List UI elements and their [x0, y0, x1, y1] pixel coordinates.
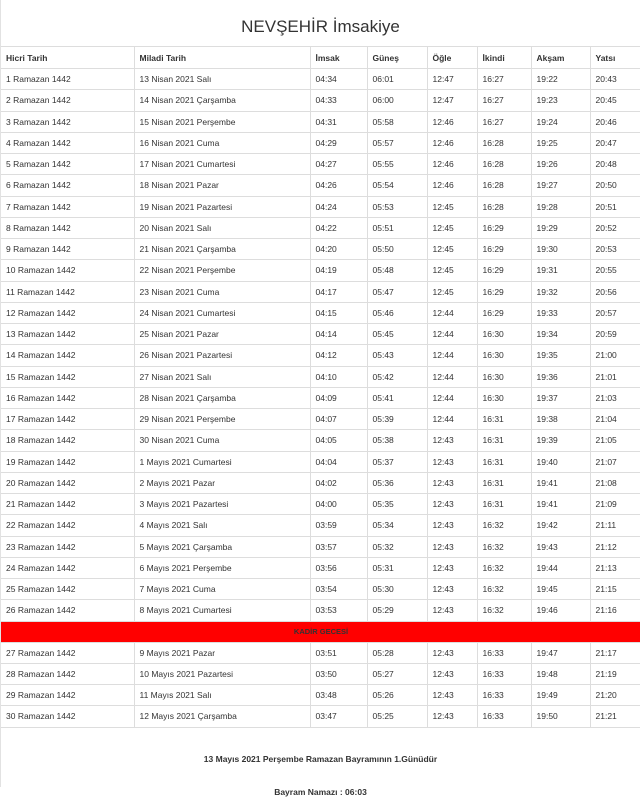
table-cell: 16:28 [477, 196, 531, 217]
table-cell: 20:46 [590, 111, 640, 132]
table-cell: 21:05 [590, 430, 640, 451]
table-cell: 04:04 [310, 451, 367, 472]
table-cell: 04:12 [310, 345, 367, 366]
table-cell: 03:57 [310, 536, 367, 557]
table-cell: 19:36 [531, 366, 590, 387]
table-cell: 04:02 [310, 472, 367, 493]
table-cell: 04:31 [310, 111, 367, 132]
table-cell: 14 Ramazan 1442 [1, 345, 134, 366]
table-cell: 03:48 [310, 685, 367, 706]
table-cell: 16:31 [477, 451, 531, 472]
column-header: İmsak [310, 47, 367, 69]
table-cell: 16:28 [477, 132, 531, 153]
table-cell: 16 Nisan 2021 Cuma [134, 132, 310, 153]
table-row [1, 217, 640, 238]
table-cell: 21:11 [590, 515, 640, 536]
table-cell: 19:48 [531, 663, 590, 684]
table-row [1, 409, 640, 430]
table-cell: 19:31 [531, 260, 590, 281]
column-header: Öğle [427, 47, 477, 69]
table-cell: 05:58 [367, 111, 427, 132]
table-cell: 05:32 [367, 536, 427, 557]
table-cell: 8 Ramazan 1442 [1, 217, 134, 238]
table-cell: 12:45 [427, 281, 477, 302]
table-cell: 05:36 [367, 472, 427, 493]
table-cell: 12:46 [427, 154, 477, 175]
table-row [1, 154, 640, 175]
table-row [1, 260, 640, 281]
table-cell: 12:45 [427, 217, 477, 238]
table-cell: 6 Ramazan 1442 [1, 175, 134, 196]
table-cell: 19:41 [531, 494, 590, 515]
table-cell: 21 Ramazan 1442 [1, 494, 134, 515]
table-row [1, 536, 640, 557]
table-cell: 19:44 [531, 557, 590, 578]
table-cell: 6 Mayıs 2021 Perşembe [134, 557, 310, 578]
table-cell: 21:13 [590, 557, 640, 578]
table-cell: 10 Mayıs 2021 Pazartesi [134, 663, 310, 684]
table-cell: 19:47 [531, 642, 590, 663]
table-cell: 19:39 [531, 430, 590, 451]
table-row [1, 111, 640, 132]
table-header-row [1, 47, 640, 69]
table-cell: 19:46 [531, 600, 590, 621]
column-header: Hicri Tarih [1, 47, 134, 69]
table-cell: 16:29 [477, 260, 531, 281]
table-cell: 20:55 [590, 260, 640, 281]
table-cell: 03:47 [310, 706, 367, 727]
table-cell: 1 Ramazan 1442 [1, 69, 134, 90]
table-cell: 19:29 [531, 217, 590, 238]
table-cell: 04:22 [310, 217, 367, 238]
table-cell: 16:29 [477, 302, 531, 323]
table-cell: 21:20 [590, 685, 640, 706]
table-cell: 16:30 [477, 345, 531, 366]
table-cell: 18 Ramazan 1442 [1, 430, 134, 451]
table-cell: 05:53 [367, 196, 427, 217]
table-cell: 11 Mayıs 2021 Salı [134, 685, 310, 706]
table-cell: 05:54 [367, 175, 427, 196]
table-cell: 12:43 [427, 430, 477, 451]
table-cell: 15 Nisan 2021 Perşembe [134, 111, 310, 132]
table-cell: 21:00 [590, 345, 640, 366]
table-cell: 20:45 [590, 90, 640, 111]
table-cell: 05:41 [367, 387, 427, 408]
table-cell: 1 Mayıs 2021 Cumartesi [134, 451, 310, 472]
table-cell: 22 Ramazan 1442 [1, 515, 134, 536]
table-cell: 27 Nisan 2021 Salı [134, 366, 310, 387]
table-cell: 16:30 [477, 324, 531, 345]
table-cell: 19:37 [531, 387, 590, 408]
table-cell: 12:43 [427, 642, 477, 663]
table-cell: 21:07 [590, 451, 640, 472]
table-row [1, 685, 640, 706]
table-cell: 12:43 [427, 579, 477, 600]
table-cell: 19:28 [531, 196, 590, 217]
table-cell: 20:53 [590, 239, 640, 260]
table-cell: 16:32 [477, 536, 531, 557]
table-row [1, 90, 640, 111]
table-row [1, 642, 640, 663]
table-cell: 2 Ramazan 1442 [1, 90, 134, 111]
table-cell: 06:01 [367, 69, 427, 90]
table-cell: 19:49 [531, 685, 590, 706]
table-cell: 20:43 [590, 69, 640, 90]
table-cell: 12:43 [427, 663, 477, 684]
table-cell: 20:47 [590, 132, 640, 153]
table-cell: 19:41 [531, 472, 590, 493]
table-cell: 04:33 [310, 90, 367, 111]
table-cell: 05:25 [367, 706, 427, 727]
table-cell: 04:10 [310, 366, 367, 387]
table-cell: 4 Ramazan 1442 [1, 132, 134, 153]
table-cell: 12:44 [427, 345, 477, 366]
table-cell: 12:43 [427, 706, 477, 727]
table-cell: 9 Mayıs 2021 Pazar [134, 642, 310, 663]
table-cell: 22 Nisan 2021 Perşembe [134, 260, 310, 281]
table-cell: 27 Ramazan 1442 [1, 642, 134, 663]
table-cell: 25 Nisan 2021 Pazar [134, 324, 310, 345]
table-cell: 19:30 [531, 239, 590, 260]
table-cell: 11 Ramazan 1442 [1, 281, 134, 302]
table-cell: 05:39 [367, 409, 427, 430]
table-cell: 19:32 [531, 281, 590, 302]
table-cell: 12:46 [427, 175, 477, 196]
table-cell: 19:40 [531, 451, 590, 472]
table-cell: 8 Mayıs 2021 Cumartesi [134, 600, 310, 621]
table-cell: 12:44 [427, 409, 477, 430]
table-cell: 05:38 [367, 430, 427, 451]
table-cell: 12:46 [427, 111, 477, 132]
table-cell: 05:35 [367, 494, 427, 515]
table-row [1, 663, 640, 684]
table-cell: 12:44 [427, 324, 477, 345]
table-row [1, 69, 640, 90]
table-row [1, 387, 640, 408]
table-row [1, 579, 640, 600]
table-cell: 04:20 [310, 239, 367, 260]
table-cell: 06:00 [367, 90, 427, 111]
table-cell: 12:45 [427, 239, 477, 260]
table-cell: 19:24 [531, 111, 590, 132]
table-cell: 14 Nisan 2021 Çarşamba [134, 90, 310, 111]
table-cell: 19 Ramazan 1442 [1, 451, 134, 472]
table-cell: 30 Ramazan 1442 [1, 706, 134, 727]
table-cell: 05:51 [367, 217, 427, 238]
table-row [1, 451, 640, 472]
table-cell: 16:32 [477, 557, 531, 578]
table-cell: 12 Mayıs 2021 Çarşamba [134, 706, 310, 727]
table-cell: 19:23 [531, 90, 590, 111]
table-cell: 4 Mayıs 2021 Salı [134, 515, 310, 536]
table-cell: 04:05 [310, 430, 367, 451]
table-cell: 20:59 [590, 324, 640, 345]
table-cell: 17 Nisan 2021 Cumartesi [134, 154, 310, 175]
table-cell: 12:43 [427, 494, 477, 515]
table-cell: 3 Mayıs 2021 Pazartesi [134, 494, 310, 515]
table-row [1, 132, 640, 153]
table-cell: 21:08 [590, 472, 640, 493]
table-cell: 7 Mayıs 2021 Cuma [134, 579, 310, 600]
table-cell: 12:44 [427, 366, 477, 387]
table-cell: 16:31 [477, 494, 531, 515]
table-cell: 16:33 [477, 663, 531, 684]
table-cell: 16:33 [477, 642, 531, 663]
table-cell: 21:17 [590, 642, 640, 663]
table-row [1, 324, 640, 345]
table-cell: 19 Nisan 2021 Pazartesi [134, 196, 310, 217]
table-cell: 16:27 [477, 90, 531, 111]
table-cell: 16:29 [477, 217, 531, 238]
table-cell: 19:34 [531, 324, 590, 345]
bayram-notice: 13 Mayıs 2021 Perşembe Ramazan Bayramının 1.Günüdür [203, 753, 438, 764]
table-cell: 04:15 [310, 302, 367, 323]
table-cell: 05:48 [367, 260, 427, 281]
kadir-gecesi-row [1, 621, 640, 642]
table-cell: 25 Ramazan 1442 [1, 579, 134, 600]
table-cell: 29 Ramazan 1442 [1, 685, 134, 706]
table-cell: 12:43 [427, 600, 477, 621]
table-cell: 19:26 [531, 154, 590, 175]
table-cell: 05:50 [367, 239, 427, 260]
table-cell: 16:32 [477, 579, 531, 600]
table-cell: 04:27 [310, 154, 367, 175]
table-cell: 04:26 [310, 175, 367, 196]
table-cell: 20:50 [590, 175, 640, 196]
imsakiye-table [1, 47, 640, 728]
table-cell: 20:57 [590, 302, 640, 323]
table-cell: 19:35 [531, 345, 590, 366]
table-cell: 05:30 [367, 579, 427, 600]
table-row [1, 239, 640, 260]
table-cell: 04:34 [310, 69, 367, 90]
table-row [1, 430, 640, 451]
table-cell: 21:03 [590, 387, 640, 408]
table-cell: 3 Ramazan 1442 [1, 111, 134, 132]
table-cell: 13 Nisan 2021 Salı [134, 69, 310, 90]
table-cell: 04:24 [310, 196, 367, 217]
table-cell: 16:32 [477, 600, 531, 621]
table-row [1, 600, 640, 621]
table-cell: 04:00 [310, 494, 367, 515]
table-cell: 04:29 [310, 132, 367, 153]
table-cell: 05:27 [367, 663, 427, 684]
table-cell: 12:45 [427, 196, 477, 217]
table-cell: 21 Nisan 2021 Çarşamba [134, 239, 310, 260]
table-cell: 04:19 [310, 260, 367, 281]
table-cell: 24 Nisan 2021 Cumartesi [134, 302, 310, 323]
table-cell: 17 Ramazan 1442 [1, 409, 134, 430]
footer [1, 728, 640, 797]
table-cell: 05:37 [367, 451, 427, 472]
table-cell: 2 Mayıs 2021 Pazar [134, 472, 310, 493]
table-cell: 12:47 [427, 90, 477, 111]
table-cell: 26 Ramazan 1442 [1, 600, 134, 621]
kadir-gecesi-label: KADİR GECESİ [1, 621, 640, 642]
bayram-namazi: Bayram Namazı : 06:03 [274, 786, 367, 797]
table-cell: 19:25 [531, 132, 590, 153]
table-cell: 05:57 [367, 132, 427, 153]
table-cell: 05:46 [367, 302, 427, 323]
table-cell: 20 Nisan 2021 Salı [134, 217, 310, 238]
table-cell: 16:29 [477, 239, 531, 260]
table-cell: 16:33 [477, 706, 531, 727]
table-cell: 21:16 [590, 600, 640, 621]
table-cell: 04:14 [310, 324, 367, 345]
table-row [1, 345, 640, 366]
table-cell: 05:42 [367, 366, 427, 387]
table-cell: 05:26 [367, 685, 427, 706]
table-cell: 21:04 [590, 409, 640, 430]
table-row [1, 302, 640, 323]
table-cell: 9 Ramazan 1442 [1, 239, 134, 260]
table-row [1, 196, 640, 217]
table-cell: 03:51 [310, 642, 367, 663]
table-cell: 26 Nisan 2021 Pazartesi [134, 345, 310, 366]
table-cell: 16:33 [477, 685, 531, 706]
table-cell: 20:56 [590, 281, 640, 302]
table-cell: 24 Ramazan 1442 [1, 557, 134, 578]
table-cell: 5 Mayıs 2021 Çarşamba [134, 536, 310, 557]
table-cell: 21:12 [590, 536, 640, 557]
table-cell: 23 Nisan 2021 Cuma [134, 281, 310, 302]
table-cell: 16:28 [477, 175, 531, 196]
table-row [1, 366, 640, 387]
column-header: Güneş [367, 47, 427, 69]
page-title: NEVŞEHİR İmsakiye [1, 0, 640, 47]
table-cell: 16:27 [477, 69, 531, 90]
table-cell: 20:52 [590, 217, 640, 238]
table-cell: 30 Nisan 2021 Cuma [134, 430, 310, 451]
table-row [1, 706, 640, 727]
table-cell: 21:01 [590, 366, 640, 387]
table-cell: 12:45 [427, 260, 477, 281]
table-cell: 05:47 [367, 281, 427, 302]
table-cell: 5 Ramazan 1442 [1, 154, 134, 175]
table-cell: 20:51 [590, 196, 640, 217]
table-cell: 03:50 [310, 663, 367, 684]
table-cell: 16 Ramazan 1442 [1, 387, 134, 408]
table-cell: 19:33 [531, 302, 590, 323]
table-row [1, 472, 640, 493]
table-cell: 18 Nisan 2021 Pazar [134, 175, 310, 196]
table-cell: 19:50 [531, 706, 590, 727]
table-cell: 16:30 [477, 387, 531, 408]
table-cell: 19:42 [531, 515, 590, 536]
table-cell: 29 Nisan 2021 Perşembe [134, 409, 310, 430]
table-cell: 28 Nisan 2021 Çarşamba [134, 387, 310, 408]
table-cell: 05:43 [367, 345, 427, 366]
table-cell: 23 Ramazan 1442 [1, 536, 134, 557]
table-row [1, 494, 640, 515]
table-cell: 19:43 [531, 536, 590, 557]
table-cell: 04:09 [310, 387, 367, 408]
table-cell: 19:45 [531, 579, 590, 600]
table-cell: 05:28 [367, 642, 427, 663]
table-cell: 15 Ramazan 1442 [1, 366, 134, 387]
table-cell: 03:56 [310, 557, 367, 578]
table-cell: 12:46 [427, 132, 477, 153]
table-cell: 05:45 [367, 324, 427, 345]
table-cell: 20 Ramazan 1442 [1, 472, 134, 493]
table-cell: 16:29 [477, 281, 531, 302]
table-cell: 19:38 [531, 409, 590, 430]
table-cell: 12:43 [427, 536, 477, 557]
column-header: Akşam [531, 47, 590, 69]
column-header: Miladi Tarih [134, 47, 310, 69]
table-row [1, 175, 640, 196]
table-cell: 05:29 [367, 600, 427, 621]
table-row [1, 515, 640, 536]
column-header: Yatsı [590, 47, 640, 69]
table-cell: 05:55 [367, 154, 427, 175]
table-cell: 03:59 [310, 515, 367, 536]
table-cell: 16:32 [477, 515, 531, 536]
table-cell: 12:47 [427, 69, 477, 90]
table-row [1, 557, 640, 578]
table-cell: 21:09 [590, 494, 640, 515]
table-cell: 12:44 [427, 387, 477, 408]
table-cell: 12:44 [427, 302, 477, 323]
table-cell: 05:34 [367, 515, 427, 536]
table-cell: 20:48 [590, 154, 640, 175]
table-cell: 21:19 [590, 663, 640, 684]
table-cell: 04:17 [310, 281, 367, 302]
table-row [1, 281, 640, 302]
table-cell: 03:53 [310, 600, 367, 621]
table-cell: 12:43 [427, 515, 477, 536]
table-cell: 28 Ramazan 1442 [1, 663, 134, 684]
table-body [1, 69, 640, 728]
table-cell: 03:54 [310, 579, 367, 600]
table-cell: 21:21 [590, 706, 640, 727]
table-cell: 16:31 [477, 409, 531, 430]
table-cell: 13 Ramazan 1442 [1, 324, 134, 345]
table-cell: 12:43 [427, 451, 477, 472]
table-cell: 21:15 [590, 579, 640, 600]
table-cell: 05:31 [367, 557, 427, 578]
column-header: İkindi [477, 47, 531, 69]
table-cell: 04:07 [310, 409, 367, 430]
table-cell: 10 Ramazan 1442 [1, 260, 134, 281]
table-cell: 16:30 [477, 366, 531, 387]
table-cell: 16:31 [477, 472, 531, 493]
table-cell: 12 Ramazan 1442 [1, 302, 134, 323]
table-cell: 12:43 [427, 472, 477, 493]
table-cell: 19:22 [531, 69, 590, 90]
table-cell: 16:28 [477, 154, 531, 175]
table-cell: 16:31 [477, 430, 531, 451]
table-cell: 16:27 [477, 111, 531, 132]
table-cell: 12:43 [427, 557, 477, 578]
table-cell: 7 Ramazan 1442 [1, 196, 134, 217]
table-cell: 12:43 [427, 685, 477, 706]
table-cell: 19:27 [531, 175, 590, 196]
